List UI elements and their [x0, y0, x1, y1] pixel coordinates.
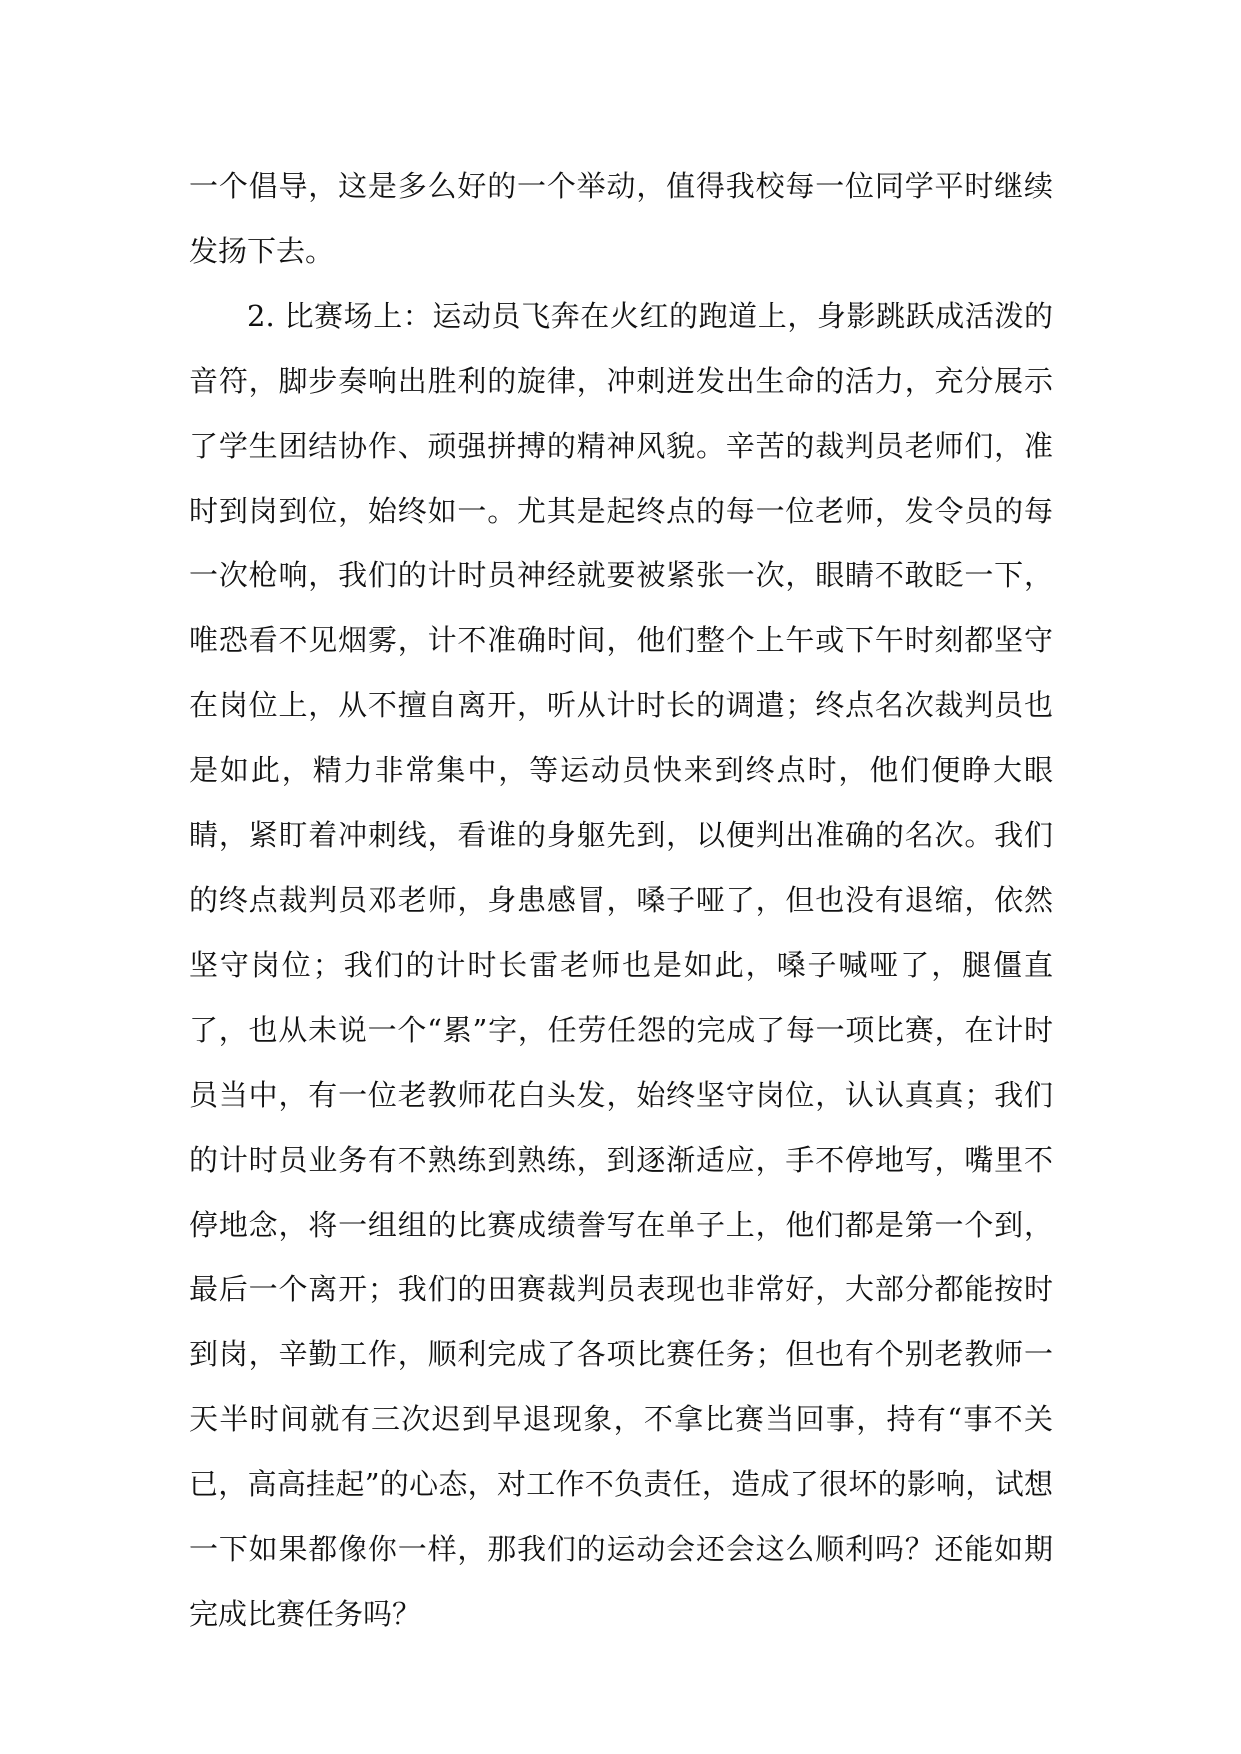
paragraph-competition-venue: 2. 比赛场上：运动员飞奔在火红的跑道上，身影跳跃成活泼的音符，脚步奏响出胜利的旋律，冲刺迸发出生命的活力，充分展示了学生团结协作、顽强拼搏的精神风貌。辛苦的裁判员老师们，准时到岗到位，始终如一。尤其是起终点的每一位老师，发令员的每一次枪响，我们的计时员神经就要被紧张一次，眼睛不敢眨一下，唯恐看不见烟雾，计不准确时间，他们整个上午或下午时刻都坚守在岗位上，从不擅自离开，听从计时长的调遣；终点名次裁判员也是如此，精力非常集中，等运动员快来到终点时，他们便睁大眼睛，紧盯着冲刺线，看谁的身躯先到，以便判出准确的名次。我们的终点裁判员邓老师，身患感冒，嗓子哑了，但也没有退缩，依然坚守岗位；我们的计时长雷老师也是如此，嗓子喊哑了，腿僵直了，也从未说一个“累”字，任劳任怨的完成了每一项比赛，在计时员当中，有一位老教师花白头发，始终坚守岗位，认认真真；我们的计时员业务有不熟练到熟练，到逐渐适应，手不停地写，嘴里不停地念，将一组组的比赛成绩誊写在单子上，他们都是第一个到，最后一个离开；我们的田赛裁判员表现也非常好，大部分都能按时到岗，辛勤工作，顺利完成了各项比赛任务；但也有个别老教师一天半时间就有三次迟到早退现象，不拿比赛当回事，持有“事不关已，高高挂起”的心态，对工作不负责任，造成了很坏的影响，试想一下如果都像你一样，那我们的运动会还会这么顺利吗？还能如期完成比赛任务吗？	[189, 298, 1053, 1631]
paragraph-continuation: 一个倡导，这是多么好的一个举动，值得我校每一位同学平时继续发扬下去。	[189, 169, 1053, 268]
body-text	[189, 154, 1053, 1647]
